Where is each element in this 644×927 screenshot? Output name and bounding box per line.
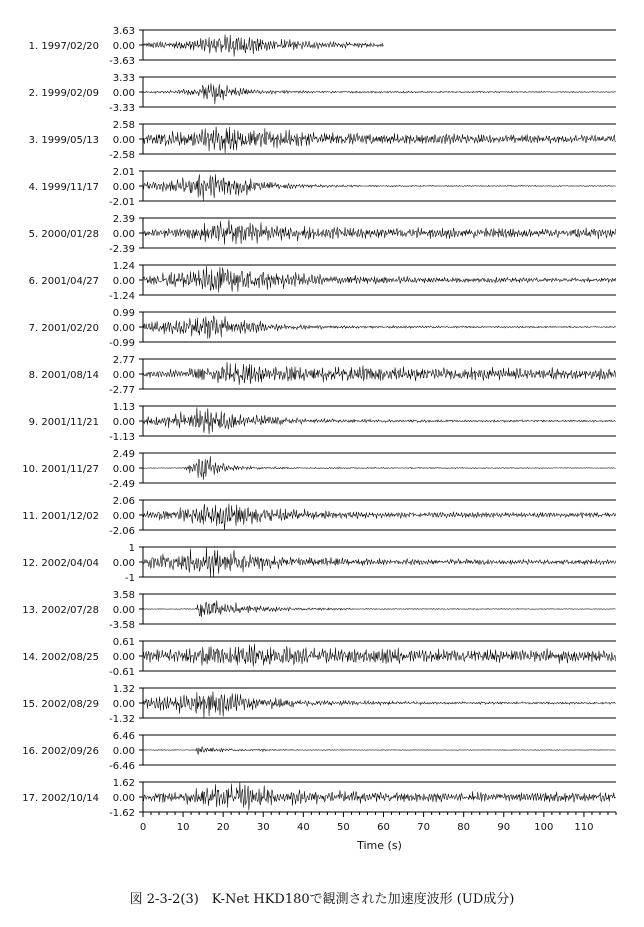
waveform-trace — [143, 174, 616, 200]
y-tick-label-zero: 0.00 — [112, 41, 135, 52]
x-axis-label: Time (s) — [357, 839, 402, 852]
y-tick-label-max: 2.77 — [112, 355, 135, 366]
y-tick-label-zero: 0.00 — [112, 229, 135, 240]
y-tick-label-zero: 0.00 — [112, 88, 135, 99]
y-tick-label-max: 1.62 — [112, 778, 135, 789]
x-tick-label: 30 — [256, 822, 270, 833]
y-tick-label-zero: 0.00 — [112, 558, 135, 569]
waveform-trace — [143, 34, 384, 56]
trace-event-label: 6. 2001/04/27 — [28, 276, 99, 287]
y-tick-label-max: 2.06 — [112, 496, 135, 507]
y-tick-label-min: -3.58 — [109, 620, 135, 631]
waveform-trace — [143, 504, 616, 530]
y-tick-label-max: 0.61 — [112, 637, 135, 648]
x-tick-label: 40 — [296, 822, 310, 833]
y-tick-label-max: 3.33 — [112, 73, 135, 84]
x-tick-label: 10 — [176, 822, 190, 833]
waveform-trace — [143, 83, 616, 104]
y-tick-label-zero: 0.00 — [112, 605, 135, 616]
y-tick-label-min: -2.77 — [109, 385, 135, 396]
y-tick-label-min: -0.61 — [109, 667, 135, 678]
y-tick-label-zero: 0.00 — [112, 746, 135, 757]
y-tick-label-zero: 0.00 — [112, 276, 135, 287]
trace-event-label: 10. 2001/11/27 — [22, 464, 99, 475]
y-tick-label-min: -1.24 — [109, 291, 135, 302]
x-tick-label: 20 — [216, 822, 230, 833]
y-tick-label-max: 1.32 — [112, 684, 135, 695]
y-tick-label-zero: 0.00 — [112, 417, 135, 428]
y-tick-label-max: 3.58 — [112, 590, 135, 601]
trace-event-label: 2. 1999/02/09 — [28, 88, 99, 99]
y-tick-label-min: -6.46 — [109, 761, 135, 772]
y-tick-label-max: 2.58 — [112, 120, 135, 131]
trace-event-label: 15. 2002/08/29 — [22, 699, 99, 710]
trace-event-label: 1. 1997/02/20 — [28, 41, 99, 52]
y-tick-label-zero: 0.00 — [112, 511, 135, 522]
trace-event-label: 7. 2001/02/20 — [28, 323, 99, 334]
trace-event-label: 14. 2002/08/25 — [22, 652, 99, 663]
waveform-trace — [143, 266, 616, 293]
waveform-trace — [143, 746, 616, 754]
x-tick-label: 50 — [337, 822, 350, 833]
trace-event-label: 17. 2002/10/14 — [22, 793, 99, 804]
y-tick-label-max: 1.24 — [112, 261, 135, 272]
y-tick-label-min: -2.01 — [109, 197, 135, 208]
y-tick-label-max: 2.49 — [112, 449, 135, 460]
waveform-trace — [143, 547, 616, 577]
y-tick-label-zero: 0.00 — [112, 370, 135, 381]
y-tick-label-min: -2.06 — [109, 526, 135, 537]
y-tick-label-max: 0.99 — [112, 308, 135, 319]
waveform-trace — [143, 407, 616, 434]
figure-caption: 図 2-3-2(3) K-Net HKD180で観測された加速度波形 (UD成分) — [129, 892, 515, 907]
y-tick-label-zero: 0.00 — [112, 182, 135, 193]
y-tick-label-max: 1 — [128, 543, 135, 554]
y-tick-label-zero: 0.00 — [112, 793, 135, 804]
waveform-trace — [143, 362, 616, 385]
y-tick-label-min: -2.49 — [109, 479, 135, 490]
y-tick-label-min: -0.99 — [109, 338, 135, 349]
waveform-trace — [143, 316, 616, 339]
y-tick-label-zero: 0.00 — [112, 464, 135, 475]
trace-event-label: 3. 1999/05/13 — [28, 135, 99, 146]
waveform-trace — [143, 692, 616, 718]
x-tick-label: 80 — [457, 822, 471, 833]
waveform-trace — [143, 644, 616, 667]
y-tick-label-min: -1.32 — [109, 714, 135, 725]
y-tick-label-min: -1.13 — [109, 432, 135, 443]
y-tick-label-max: 2.01 — [112, 167, 135, 178]
y-tick-label-min: -3.33 — [109, 103, 135, 114]
waveform-trace — [143, 600, 616, 617]
y-tick-label-max: 1.13 — [112, 402, 135, 413]
trace-event-label: 16. 2002/09/26 — [22, 746, 99, 757]
y-tick-label-max: 6.46 — [112, 731, 135, 742]
x-tick-label: 110 — [574, 822, 594, 833]
y-tick-label-max: 2.39 — [112, 214, 135, 225]
y-tick-label-max: 3.63 — [112, 26, 135, 37]
y-tick-label-zero: 0.00 — [112, 135, 135, 146]
y-tick-label-min: -3.63 — [109, 56, 135, 67]
trace-event-label: 13. 2002/07/28 — [22, 605, 99, 616]
y-tick-label-min: -2.58 — [109, 150, 135, 161]
trace-event-label: 8. 2001/08/14 — [28, 370, 99, 381]
y-tick-label-zero: 0.00 — [112, 699, 135, 710]
y-tick-label-zero: 0.00 — [112, 652, 135, 663]
y-tick-label-min: -1 — [125, 573, 135, 584]
y-tick-label-min: -1.62 — [109, 808, 135, 819]
waveform-trace — [143, 127, 616, 153]
trace-event-label: 11. 2001/12/02 — [22, 511, 99, 522]
y-tick-label-min: -2.39 — [109, 244, 135, 255]
x-tick-label: 70 — [417, 822, 430, 833]
waveform-trace — [143, 220, 616, 245]
x-tick-label: 0 — [139, 822, 147, 833]
trace-event-label: 4. 1999/11/17 — [28, 182, 99, 193]
x-tick-label: 60 — [377, 822, 390, 833]
trace-event-label: 12. 2002/04/04 — [22, 558, 99, 569]
waveform-trace — [143, 782, 616, 810]
y-tick-label-zero: 0.00 — [112, 323, 135, 334]
x-tick-label: 100 — [534, 822, 554, 833]
x-tick-label: 90 — [497, 822, 511, 833]
trace-event-label: 9. 2001/11/21 — [28, 417, 99, 428]
trace-event-label: 5. 2000/01/28 — [28, 229, 99, 240]
waveform-trace — [143, 456, 616, 480]
